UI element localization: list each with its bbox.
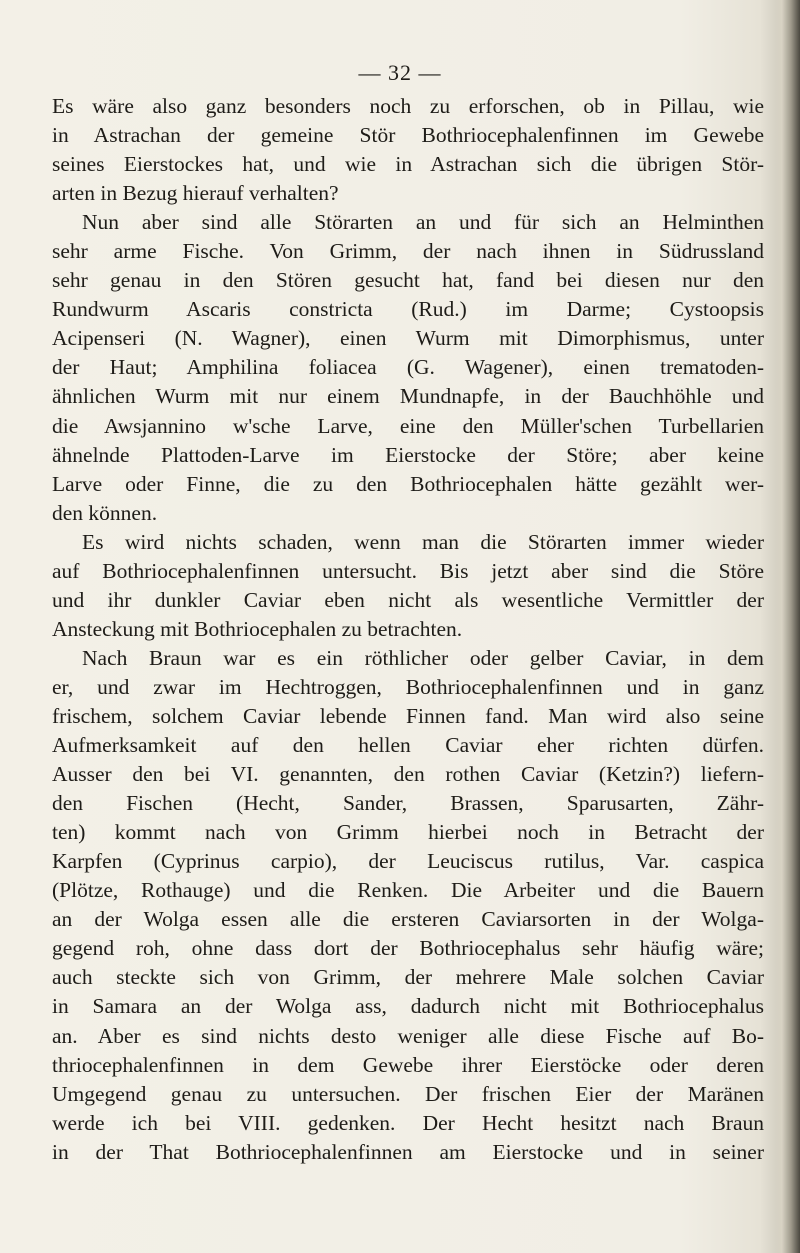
text-line: Aufmerksamkeit auf den hellen Caviar eher richten dürfen.: [52, 733, 764, 758]
text-line: Rundwurm Ascaris constricta (Rud.) im Darme; Cystoopsis: [52, 297, 764, 322]
text-line: seines Eierstockes hat, und wie in Astrachan sich die übrigen Stör-: [52, 152, 764, 177]
text-line: Es wird nichts schaden, wenn man die Störarten immer wieder: [82, 529, 764, 554]
text-line: frischem, solchem Caviar lebende Finnen fand. Man wird also seine: [52, 703, 764, 728]
page-edge-shadow: [774, 0, 800, 1253]
text-line: sehr genau in den Stören gesucht hat, fand bei diesen nur den: [52, 268, 764, 293]
text-line: in der That Bothriocephalenfinnen am Eierstocke und in seiner: [52, 1139, 764, 1164]
text-line: an. Aber es sind nichts desto weniger alle diese Fische auf Bo-: [52, 1023, 764, 1048]
text-line: an der Wolga essen alle die ersteren Caviarsorten in der Wolga-: [52, 907, 764, 932]
body-text: [52, 92, 764, 1167]
text-line: Karpfen (Cyprinus carpio), der Leuciscus rutilus, Var. caspica: [52, 849, 764, 874]
text-line: er, und zwar im Hechtroggen, Bothriocephalenfinnen und in ganz: [52, 674, 764, 699]
text-line: Nach Braun war es ein röthlicher oder gelber Caviar, in dem: [82, 645, 764, 670]
text-line: arten in Bezug hierauf verhalten?: [52, 181, 339, 206]
text-line: und ihr dunkler Caviar eben nicht als wesentliche Vermittler der: [52, 587, 764, 612]
text-line: der Haut; Amphilina foliacea (G. Wagener), einen trematoden-: [52, 355, 764, 380]
text-line: gegend roh, ohne dass dort der Bothriocephalus sehr häufig wäre;: [52, 936, 764, 961]
text-line: auf Bothriocephalenfinnen untersucht. Bis jetzt aber sind die Störe: [52, 558, 764, 583]
text-line: Larve oder Finne, die zu den Bothriocephalen hätte gezählt wer-: [52, 471, 764, 496]
text-line: werde ich bei VIII. gedenken. Der Hecht hesitzt nach Braun: [52, 1110, 764, 1135]
text-line: in Samara an der Wolga ass, dadurch nicht mit Bothriocephalus: [52, 994, 764, 1019]
text-line: in Astrachan der gemeine Stör Bothriocephalenfinnen im Gewebe: [52, 123, 764, 148]
text-line: die Awsjannino w'sche Larve, eine den Müller'schen Turbellarien: [52, 413, 764, 438]
text-line: Ansteckung mit Bothriocephalen zu betrachten.: [52, 616, 463, 641]
text-line: thriocephalenfinnen in dem Gewebe ihrer Eierstöcke oder deren: [52, 1052, 764, 1077]
text-line: Acipenseri (N. Wagner), einen Wurm mit Dimorphismus, unter: [52, 326, 764, 351]
text-line: auch steckte sich von Grimm, der mehrere Male solchen Caviar: [52, 965, 764, 990]
text-line: (Plötze, Rothauge) und die Renken. Die Arbeiter und die Bauern: [52, 878, 764, 903]
text-line: sehr arme Fische. Von Grimm, der nach ihnen in Südrussland: [52, 239, 764, 264]
text-line: Nun aber sind alle Störarten an und für sich an Helminthen: [82, 210, 764, 235]
text-line: den können.: [52, 500, 158, 525]
text-line: ähnelnde Plattoden-Larve im Eierstocke der Störe; aber keine: [52, 442, 764, 467]
text-line: Umgegend genau zu untersuchen. Der frischen Eier der Maränen: [52, 1081, 764, 1106]
page-number: — 32 —: [358, 60, 442, 85]
text-line: ähnlichen Wurm mit nur einem Mundnapfe, in der Bauchhöhle und: [52, 384, 764, 409]
text-line: Es wäre also ganz besonders noch zu erforschen, ob in Pillau, wie: [52, 94, 764, 118]
text-line: Ausser den bei VI. genannten, den rothen Caviar (Ketzin?) liefern-: [52, 762, 764, 787]
text-line: den Fischen (Hecht, Sander, Brassen, Sparusarten, Zähr-: [52, 791, 764, 816]
text-line: ten) kommt nach von Grimm hierbei noch in Betracht der: [52, 820, 764, 845]
